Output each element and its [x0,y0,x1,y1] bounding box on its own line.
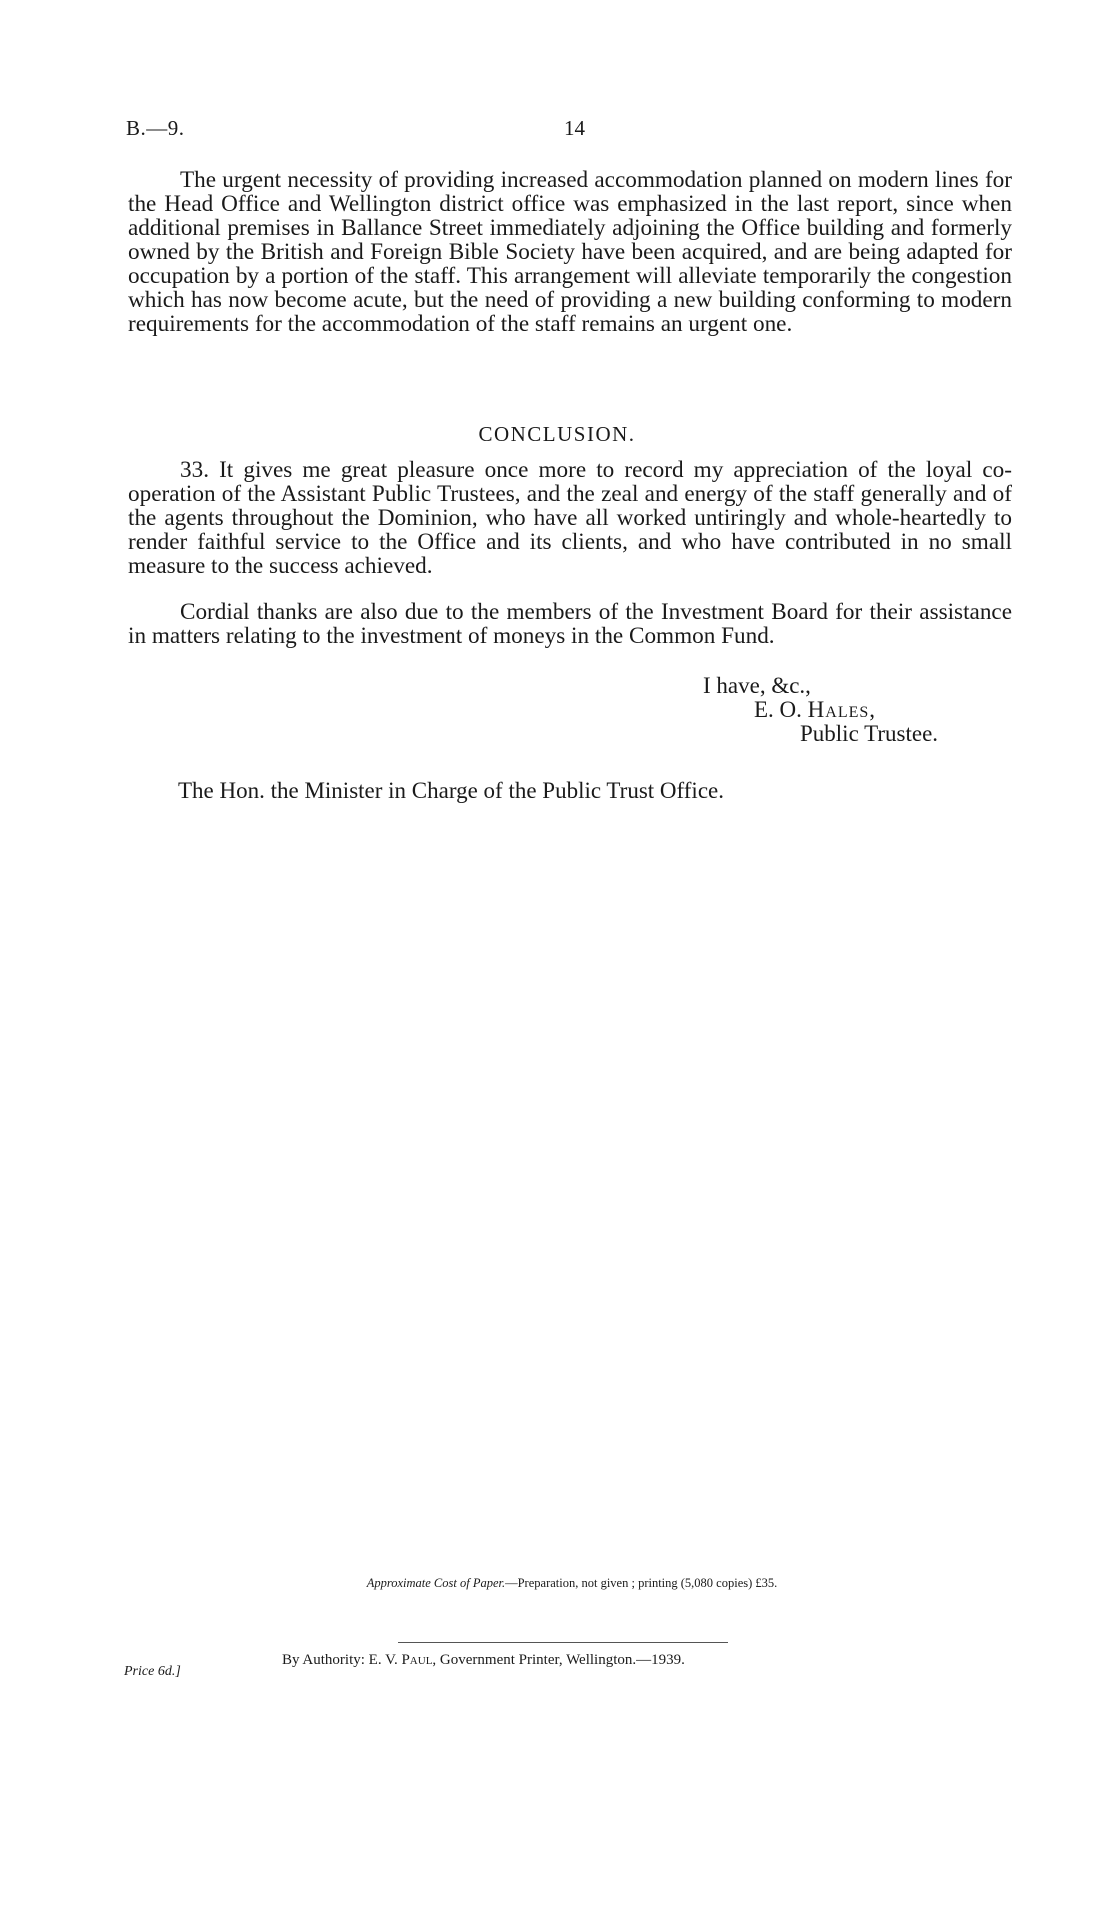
thanks-paragraph: Cordial thanks are also due to the members of the Investment Board for their assistance in matters relating to the investment of moneys in the Common Fund. [128,599,1012,649]
accommodation-section [128,168,1012,336]
signature-name [754,698,875,722]
thanks-section [128,600,1012,648]
signature-initials: E. O. [754,697,808,722]
accommodation-paragraph: The urgent necessity of providing increased accommodation planned on modern lines for the Head Office and Wellington district office was emphasized in the last report, since when additional premises in Ballance Street immediately adjoining the Office building and formerly owned by the British and Foreign Bible Society have been acquired, and are being adapted for occupation by a portion of the staff. This arrangement will alleviate temporarily the congestion which has now become acute, but the need of providing a new building conforming to modern requirements for the accommodation of the staff remains an urgent one. [128,167,1012,337]
printer-authority [282,1652,685,1669]
authority-suffix: , Government Printer, Wellington.—1939. [432,1652,685,1668]
cost-label: Approximate Cost of Paper. [366,1576,506,1590]
footer-divider [398,1642,728,1643]
addressee: The Hon. the Minister in Charge of the Public Trust Office. [178,778,724,803]
authority-prefix: By Authority: E. V. [282,1652,402,1668]
signature-salutation: I have, &c., [703,673,811,698]
running-head [126,116,1026,144]
signature-title: Public Trustee. [800,721,939,746]
price-note: Price 6d.] [124,1664,181,1679]
cost-text: —Preparation, not given ; printing (5,080 copies) £35. [505,1576,778,1590]
signature-surname: Hales [807,697,870,722]
page-number: 14 [564,116,585,140]
conclusion-paragraph: 33. It gives me great pleasure once more to record my appreciation of the loyal co-operation of the Assistant Public Trustees, and the zeal and energy of the staff generally and of the agents throughout the Dominion, who have all worked untiringly and whole-heartedly to render faithful service to the Office and its clients, and who have contributed in no small measure to the success achieved. [128,457,1012,579]
printer-name: Paul [401,1652,433,1668]
document-code: B.—9. [126,116,185,140]
conclusion-section [128,458,1012,578]
cost-of-paper-note [0,1576,1114,1591]
signature-comma: , [869,697,876,722]
conclusion-heading: CONCLUSION. [478,422,636,446]
